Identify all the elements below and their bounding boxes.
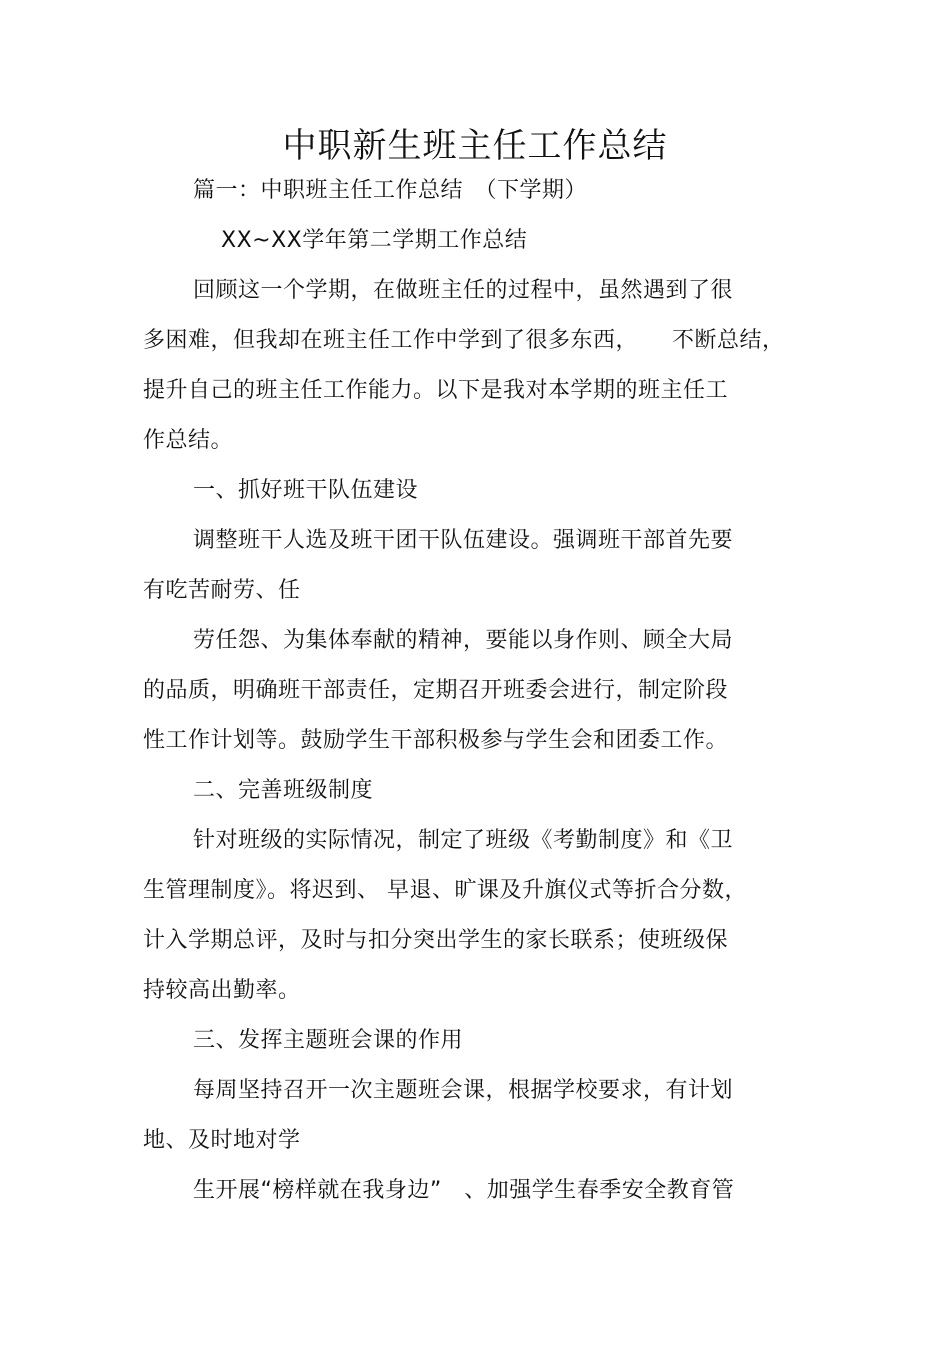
section-2-para-1-line-1: 针对班级的实际情况，制定了班级《考勤制度》和《卫 [193, 828, 734, 853]
document-subtitle: 篇一：中职班主任工作总结 （下学期） [193, 178, 588, 203]
intro-line-1: 回顾这一个学期，在做班主任的过程中，虽然遇到了很 [193, 278, 734, 303]
document-title: 中职新生班主任工作总结 [282, 126, 668, 166]
section-1-para-2-line-3: 性工作计划等。鼓励学生干部积极参与学生会和团委工作。 [143, 728, 729, 753]
section-3-heading: 三、发挥主题班会课的作用 [193, 1028, 464, 1053]
section-3-para-1-line-2: 地、及时地对学 [143, 1128, 301, 1153]
section-1-para-1-line-1: 调整班干人选及班干团干队伍建设。强调班干部首先要 [193, 528, 734, 553]
term-heading: XX~XX学年第二学期工作总结 [221, 228, 528, 253]
section-2-para-1-line-3: 计入学期总评，及时与扣分突出学生的家长联系；使班级保 [143, 928, 729, 953]
section-2-para-1-line-4: 持较高出勤率。 [143, 978, 301, 1003]
section-3-para-1-line-1: 每周坚持召开一次主题班会课，根据学校要求，有计划 [193, 1078, 734, 1103]
section-1-para-2-line-1: 劳任怨、为集体奉献的精神，要能以身作则、顾全大局 [193, 628, 734, 653]
intro-line-4: 作总结。 [143, 428, 234, 453]
intro-line-3: 提升自己的班主任工作能力。以下是我对本学期的班主任工 [143, 378, 729, 403]
section-3-para-2-line-1: 生开展“榜样就在我身边” 、加强学生春季安全教育管 [193, 1178, 735, 1203]
section-1-heading: 一、抓好班干队伍建设 [193, 478, 419, 503]
section-1-para-1-line-2: 有吃苦耐劳、任 [143, 578, 301, 603]
section-2-para-1-line-2: 生管理制度》。将迟到、 早退、旷课及升旗仪式等折合分数， [143, 878, 747, 903]
section-1-para-2-line-2: 的品质，明确班干部责任，定期召开班委会进行，制定阶段 [143, 678, 729, 703]
section-2-heading: 二、完善班级制度 [193, 778, 374, 803]
intro-line-2: 多困难，但我却在班主任工作中学到了很多东西， 不断总结， [143, 328, 785, 353]
